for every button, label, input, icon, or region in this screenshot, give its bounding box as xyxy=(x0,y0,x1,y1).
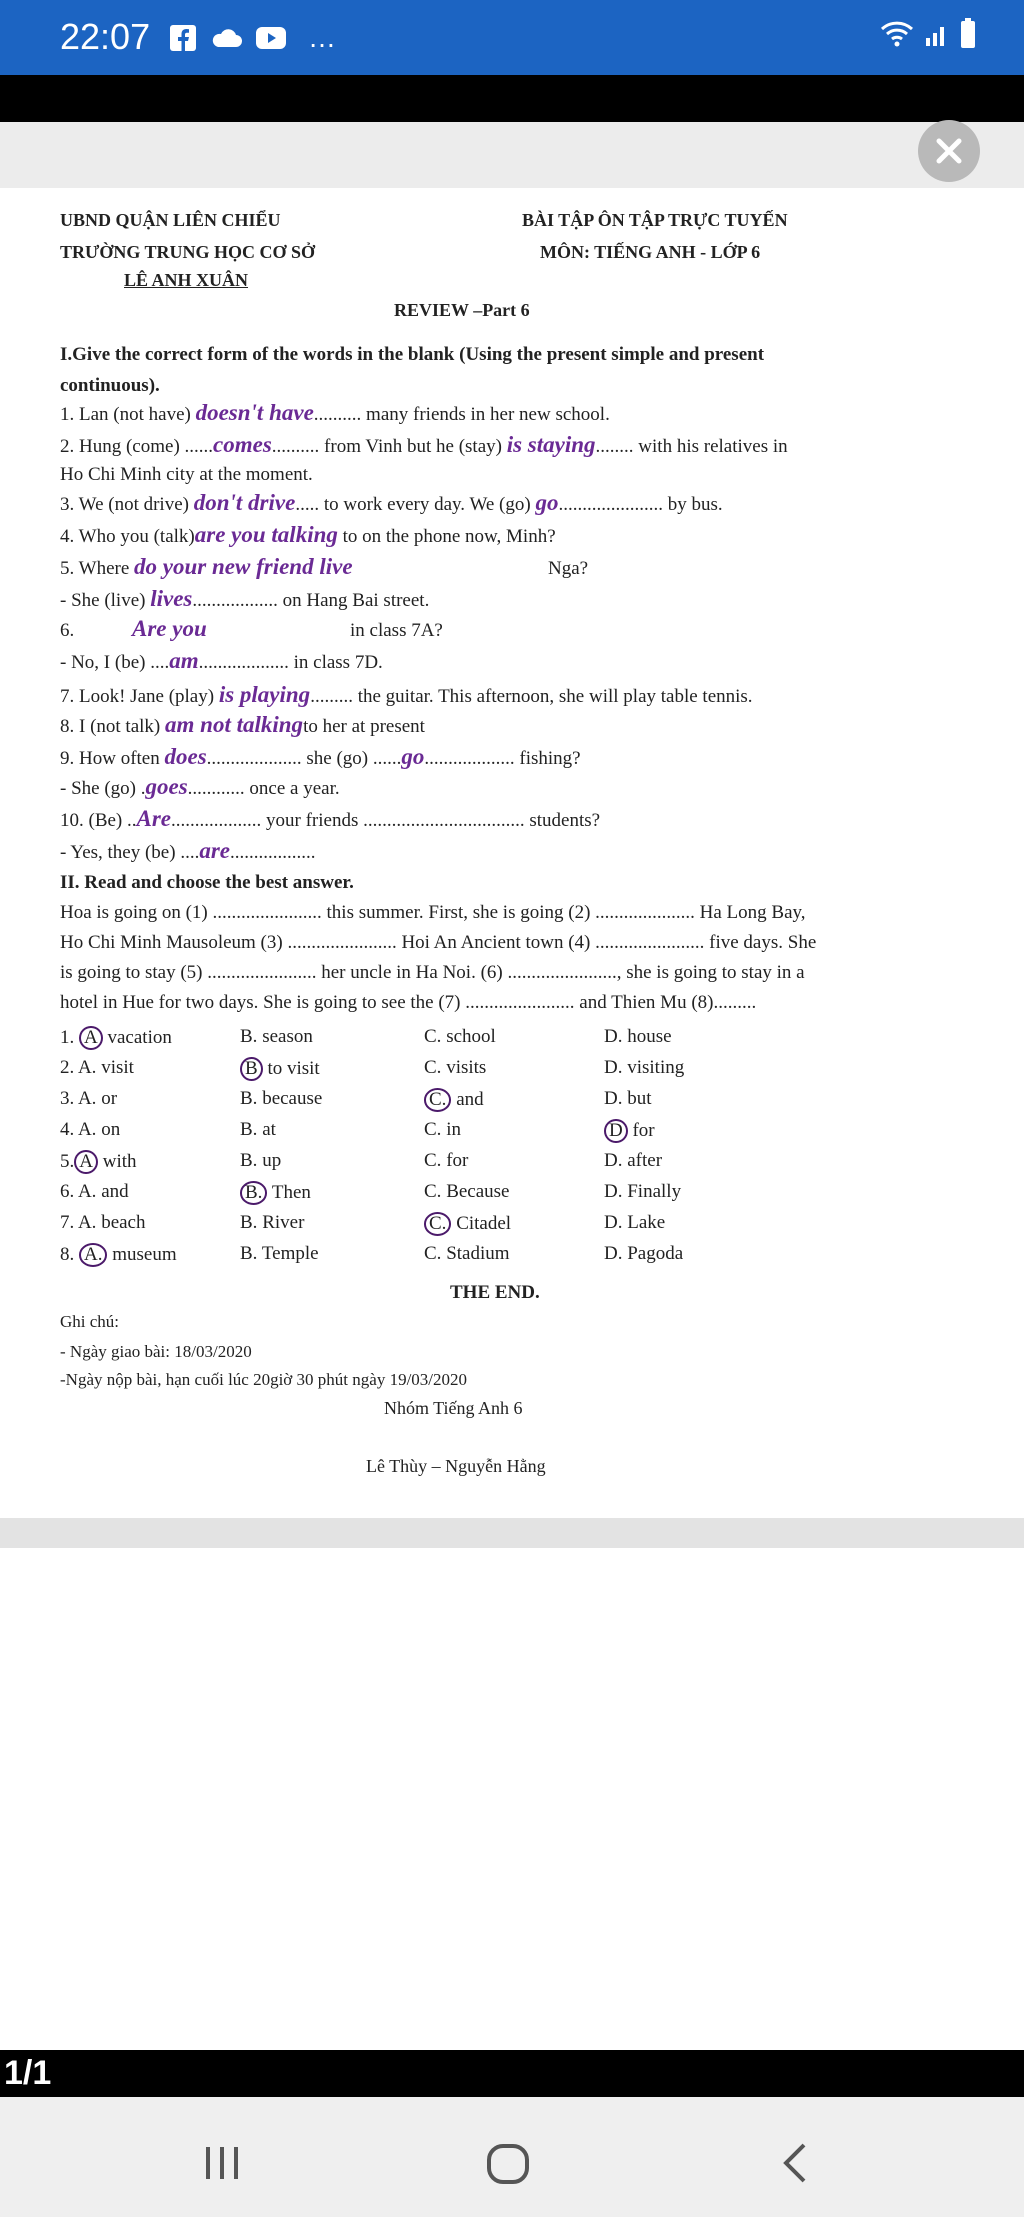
question-9-reply: - She (go) .goes............ once a year. xyxy=(60,774,340,799)
answer-9c: goes xyxy=(145,774,188,799)
answer-4: are you talking xyxy=(194,522,338,547)
the-end: THE END. xyxy=(450,1282,540,1303)
question-6-reply: - No, I (be) ....am................... in class 7D. xyxy=(60,648,383,673)
header-right-2: MÔN: TIẾNG ANH - LỚP 6 xyxy=(540,242,761,262)
question-1: 1. Lan (not have) doesn't have.......... many friends in her new school. xyxy=(60,400,610,425)
choice-2-c: C. visits xyxy=(424,1057,487,1078)
status-bar xyxy=(0,0,1024,75)
choice-7-c: C. Citadel xyxy=(424,1212,511,1236)
review-title: REVIEW –Part 6 xyxy=(394,300,530,320)
passage-line-4: hotel in Hue for two days. She is going to see the (7) ....................... and Thien Mu (8)......... xyxy=(60,992,757,1013)
answer-6b: am xyxy=(169,648,199,673)
section1-title-cont: continuous). xyxy=(60,375,160,396)
answer-6: Are you xyxy=(132,616,207,641)
question-5-end: Nga? xyxy=(548,558,589,579)
navigation-bar xyxy=(0,2097,1024,2217)
choice-2-d: D. visiting xyxy=(604,1057,685,1078)
answer-5b: lives xyxy=(150,586,193,611)
answer-5: do your new friend live xyxy=(134,554,353,579)
choice-4-b: B. at xyxy=(240,1119,276,1140)
choice-3-d: D. but xyxy=(604,1088,652,1109)
document-page xyxy=(0,188,1024,1518)
question-6-num: 6. xyxy=(60,620,75,641)
question-4: 4. Who you (talk)are you talking to on the phone now, Minh? xyxy=(60,522,556,547)
answer-10b: are xyxy=(199,838,230,863)
passage-line-3: is going to stay (5) ....................... her uncle in Ha Noi. (6) ......................., she is going to stay in a xyxy=(60,962,805,983)
choice-5-c: C. for xyxy=(424,1150,469,1171)
choice-6-a: 6. A. and xyxy=(60,1181,129,1202)
choice-2-a: 2. A. visit xyxy=(60,1057,134,1078)
answer-9a: does xyxy=(164,744,207,769)
circled-answer-mark: D xyxy=(604,1119,628,1143)
page-indicator-bar xyxy=(0,2050,1024,2097)
choice-1-d: D. house xyxy=(604,1026,672,1047)
youtube-icon xyxy=(256,27,286,49)
home-button[interactable] xyxy=(486,2143,530,2185)
choice-6-d: D. Finally xyxy=(604,1181,682,1202)
answer-9b: go xyxy=(401,744,425,769)
question-3: 3. We (not drive) don't drive..... to work every day. We (go) go...................... by bus. xyxy=(60,490,723,515)
answer-7: is playing xyxy=(218,682,311,707)
recent-apps-button[interactable] xyxy=(202,2143,242,2183)
answer-3b: go xyxy=(535,490,559,515)
choice-1-a: 1. A vacation xyxy=(60,1027,172,1048)
question-5-reply: - She (live) lives.................. on Hang Bai street. xyxy=(60,586,430,611)
passage-line-1: Hoa is going on (1) ....................... this summer. First, she is going (2) ..................... Ha Long Bay, xyxy=(60,902,806,923)
choice-4-a: 4. A. on xyxy=(60,1119,121,1140)
circled-answer-mark: A xyxy=(74,1150,98,1174)
question-7: 7. Look! Jane (play) is playing......... the guitar. This afternoon, she will play table tennis. xyxy=(60,682,753,707)
header-right-1: BÀI TẬP ÔN TẬP TRỰC TUYẾN xyxy=(522,210,788,230)
choice-1-c: C. school xyxy=(424,1026,496,1047)
circled-answer-mark: C. xyxy=(424,1212,451,1236)
circled-answer-mark: B. xyxy=(240,1181,267,1205)
viewer-top-area xyxy=(0,122,1024,188)
page-indicator: 1/1 xyxy=(4,2054,52,2092)
document-page-2 xyxy=(0,1548,1024,2050)
section2-title: II. Read and choose the best answer. xyxy=(60,872,354,893)
choice-5-a: 5. A with xyxy=(60,1151,137,1172)
question-2-cont: Ho Chi Minh city at the moment. xyxy=(60,464,313,485)
choice-2-b: B to visit xyxy=(240,1057,320,1081)
question-10-reply: - Yes, they (be) ....are.................. xyxy=(60,838,316,863)
choice-8-a: 8. A. museum xyxy=(60,1244,177,1265)
group-name: Nhóm Tiếng Anh 6 xyxy=(384,1398,523,1418)
question-5: 5. Where do your new friend live xyxy=(60,554,353,579)
cloud-icon xyxy=(210,27,242,49)
choice-7-d: D. Lake xyxy=(604,1212,666,1233)
circled-answer-mark: B xyxy=(240,1057,263,1081)
choice-4-d: D for xyxy=(604,1119,655,1143)
question-2: 2. Hung (come) ......comes.......... from Vinh but he (stay) is staying........ with his relatives in xyxy=(60,432,788,457)
question-9: 9. How often does.................... she (go) ......go................... fishing? xyxy=(60,744,581,769)
facebook-icon xyxy=(170,25,196,51)
question-6-end: in class 7A? xyxy=(350,620,443,641)
choice-4-c: C. in xyxy=(424,1119,461,1140)
more-notifications-icon: … xyxy=(308,22,338,53)
question-8: 8. I (not talk) am not talkingto her at present xyxy=(60,712,425,737)
answer-2b: is staying xyxy=(506,432,596,457)
back-button[interactable] xyxy=(780,2141,810,2185)
choice-1-b: B. season xyxy=(240,1026,313,1047)
authors: Lê Thùy – Nguyễn Hằng xyxy=(366,1456,546,1476)
choice-3-b: B. because xyxy=(240,1088,323,1109)
section1-title: I.Give the correct form of the words in the blank (Using the present simple and present xyxy=(60,344,765,365)
circled-answer-mark: C. xyxy=(424,1088,451,1112)
choice-7-b: B. River xyxy=(240,1212,305,1233)
status-time: 22:07 xyxy=(60,16,151,57)
header-left-3: LÊ ANH XUÂN xyxy=(124,270,249,290)
close-button[interactable] xyxy=(918,120,980,182)
answer-10: Are xyxy=(136,806,172,831)
choice-8-c: C. Stadium xyxy=(424,1243,510,1264)
circled-answer-mark: A xyxy=(79,1026,103,1050)
close-icon xyxy=(918,120,980,182)
answer-2a: comes xyxy=(213,432,272,457)
header-left-1: UBND QUẬN LIÊN CHIỂU xyxy=(60,210,281,230)
question-10: 10. (Be) ..Are................... your friends .................................. students? xyxy=(60,806,601,831)
answer-1: doesn't have xyxy=(195,400,314,425)
circled-answer-mark: A. xyxy=(79,1243,107,1267)
signal-icon xyxy=(924,20,950,46)
answer-8: am not talking xyxy=(165,712,304,737)
wifi-icon xyxy=(880,19,914,47)
choice-5-b: B. up xyxy=(240,1150,282,1171)
note-assign-date: - Ngày giao bài: 18/03/2020 xyxy=(60,1342,252,1361)
choice-7-a: 7. A. beach xyxy=(60,1212,146,1233)
note-due-date: -Ngày nộp bài, hạn cuối lúc 20giờ 30 phút ngày 19/03/2020 xyxy=(60,1370,468,1389)
battery-icon xyxy=(960,18,976,48)
answer-3a: don't drive xyxy=(193,490,296,515)
choice-3-c: C. and xyxy=(424,1088,484,1112)
notes-title: Ghi chú: xyxy=(60,1312,120,1331)
choice-6-b: B. Then xyxy=(240,1181,311,1205)
choice-8-b: B. Temple xyxy=(240,1243,319,1264)
viewer-toolbar xyxy=(0,75,1024,122)
choice-5-d: D. after xyxy=(604,1150,663,1171)
header-left-2: TRƯỜNG TRUNG HỌC CƠ SỞ xyxy=(60,242,316,262)
choice-6-c: C. Because xyxy=(424,1181,510,1202)
choice-3-a: 3. A. or xyxy=(60,1088,118,1109)
passage-line-2: Ho Chi Minh Mausoleum (3) ....................... Hoi An Ancient town (4) ....................... five days. She xyxy=(60,932,817,953)
choice-8-d: D. Pagoda xyxy=(604,1243,684,1264)
